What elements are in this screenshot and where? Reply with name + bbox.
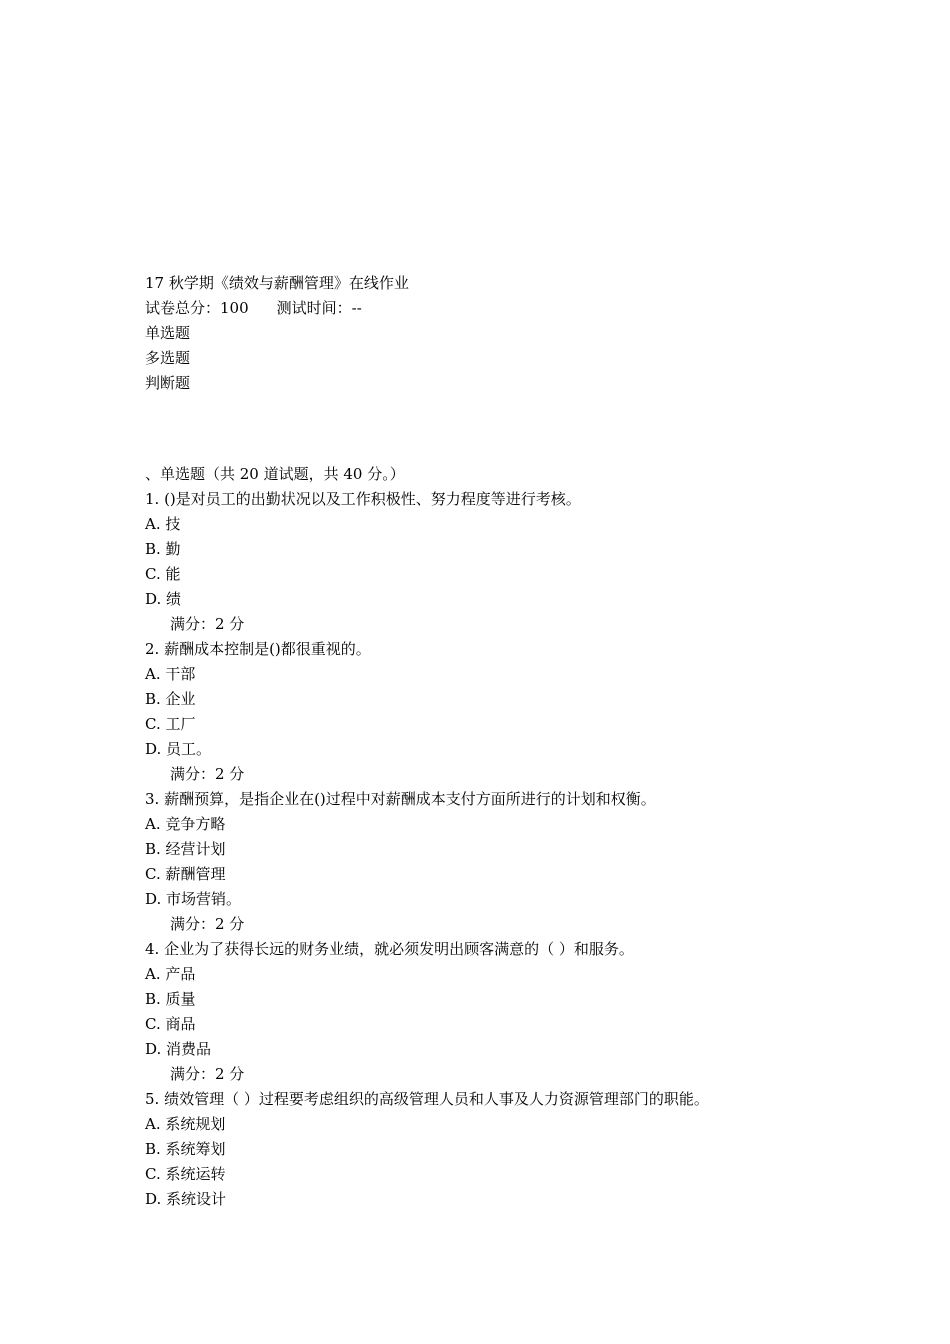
section-link-multiple-choice[interactable]: 多选题 <box>145 349 191 367</box>
question-2 <box>145 637 905 787</box>
section-link-single-choice[interactable]: 单选题 <box>145 324 191 342</box>
option-a[interactable]: A. 产品 <box>145 965 196 983</box>
question-stem: 5. 绩效管理（ ）过程要考虑组织的高级管理人员和人事及人力资源管理部门的职能。 <box>145 1090 709 1108</box>
question-score: 满分：2 分 <box>170 1065 245 1083</box>
test-time: 测试时间：-- <box>276 299 362 317</box>
option-c[interactable]: C. 能 <box>145 565 181 583</box>
question-stem: 4. 企业为了获得长远的财务业绩，就必须发明出顾客满意的（ ）和服务。 <box>145 940 634 958</box>
option-a[interactable]: A. 干部 <box>145 665 196 683</box>
option-b[interactable]: B. 经营计划 <box>145 840 226 858</box>
option-c[interactable]: C. 薪酬管理 <box>145 865 226 883</box>
option-a[interactable]: A. 系统规划 <box>145 1115 226 1133</box>
option-b[interactable]: B. 企业 <box>145 690 196 708</box>
option-d[interactable]: D. 员工。 <box>145 740 212 758</box>
page-title: 17 秋学期《绩效与薪酬管理》在线作业 <box>145 274 409 292</box>
option-a[interactable]: A. 技 <box>145 515 181 533</box>
section-heading: 、单选题（共 20 道试题，共 40 分。） <box>145 465 405 483</box>
option-a[interactable]: A. 竞争方略 <box>145 815 226 833</box>
document-page <box>145 271 905 1212</box>
question-score: 满分：2 分 <box>170 915 245 933</box>
option-b[interactable]: B. 系统筹划 <box>145 1140 226 1158</box>
option-c[interactable]: C. 工厂 <box>145 715 196 733</box>
question-score: 满分：2 分 <box>170 615 245 633</box>
option-d[interactable]: D. 市场营销。 <box>145 890 242 908</box>
question-stem: 2. 薪酬成本控制是()都很重视的。 <box>145 640 371 658</box>
question-5 <box>145 1087 905 1212</box>
question-4 <box>145 937 905 1087</box>
question-1 <box>145 487 905 637</box>
option-d[interactable]: D. 绩 <box>145 590 182 608</box>
divider-space <box>145 396 905 462</box>
option-c[interactable]: C. 商品 <box>145 1015 196 1033</box>
option-b[interactable]: B. 勤 <box>145 540 181 558</box>
question-stem: 3. 薪酬预算，是指企业在()过程中对薪酬成本支付方面所进行的计划和权衡。 <box>145 790 656 808</box>
section-link-true-false[interactable]: 判断题 <box>145 374 191 392</box>
document-header <box>145 271 905 396</box>
question-score: 满分：2 分 <box>170 765 245 783</box>
option-d[interactable]: D. 系统设计 <box>145 1190 227 1208</box>
option-b[interactable]: B. 质量 <box>145 990 196 1008</box>
total-score: 试卷总分：100 <box>145 299 249 317</box>
exam-meta <box>145 296 905 321</box>
option-c[interactable]: C. 系统运转 <box>145 1165 226 1183</box>
option-d[interactable]: D. 消费品 <box>145 1040 212 1058</box>
question-stem: 1. ()是对员工的出勤状况以及工作积极性、努力程度等进行考核。 <box>145 490 581 508</box>
question-3 <box>145 787 905 937</box>
